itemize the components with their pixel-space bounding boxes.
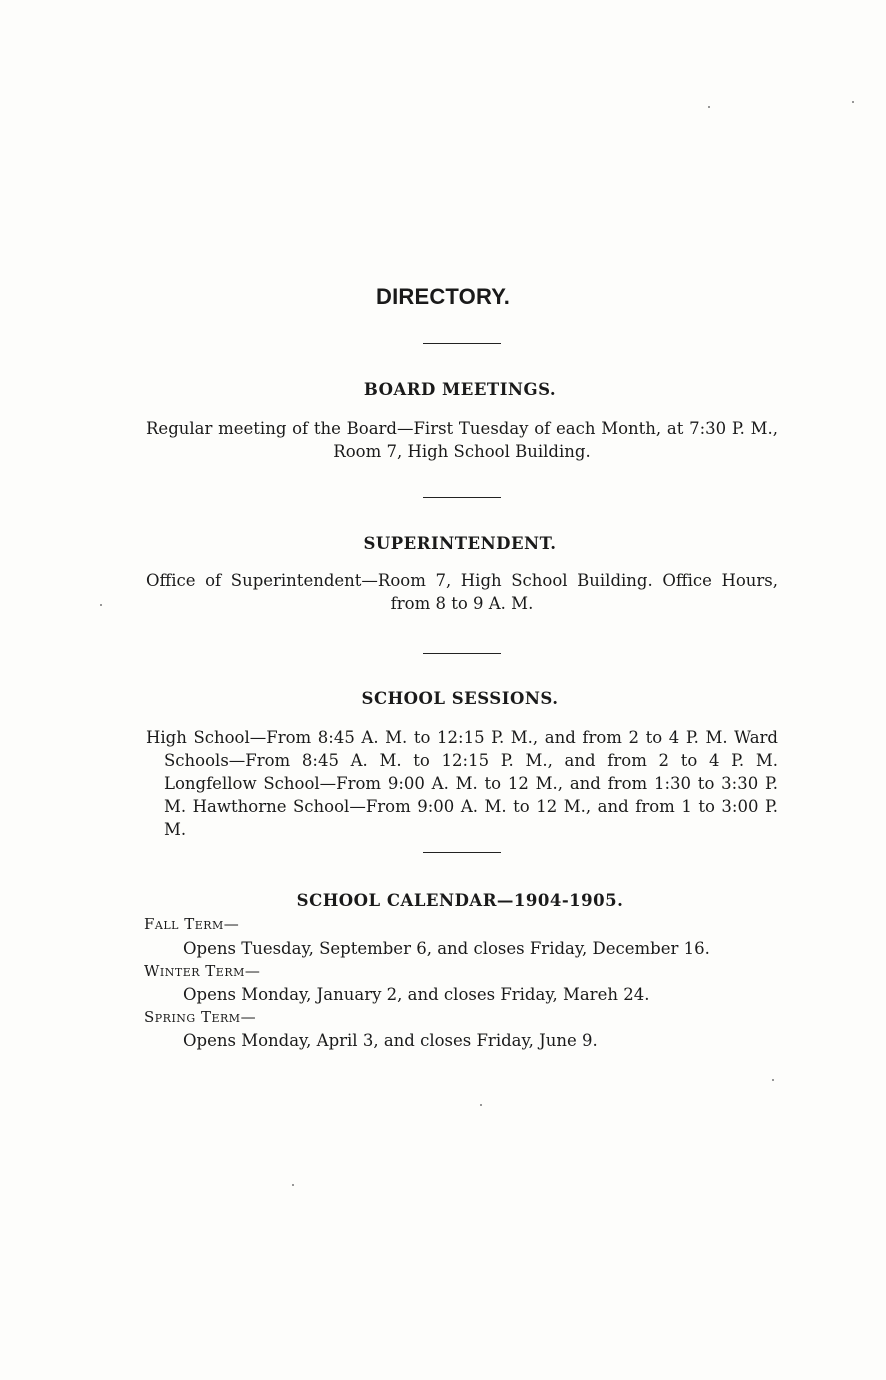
divider-rule — [423, 852, 501, 853]
scan-speck — [772, 1079, 774, 1081]
scan-speck — [708, 106, 710, 108]
winter-term-dates: Opens Monday, January 2, and closes Friday, Mareh 24. — [183, 985, 650, 1004]
fall-term-label: Fall Term— — [144, 915, 240, 933]
scan-speck — [100, 604, 102, 606]
scan-speck — [292, 1184, 294, 1186]
page-title: DIRECTORY. — [375, 284, 511, 309]
board-meetings-heading: BOARD MEETINGS. — [363, 380, 557, 399]
spring-term-dates: Opens Monday, April 3, and closes Friday, June 9. — [183, 1031, 598, 1050]
divider-rule — [423, 497, 501, 498]
scan-speck — [480, 1104, 482, 1106]
board-meetings-text: Regular meeting of the Board—First Tuesday of each Month, at 7:30 P. M., Room 7, High School Building. — [146, 419, 778, 461]
scan-speck — [852, 101, 854, 103]
superintendent-heading: SUPERINTENDENT. — [363, 534, 557, 553]
school-calendar-heading: SCHOOL CALENDAR—1904-1905. — [296, 891, 624, 910]
school-sessions-text: High School—From 8:45 A. M. to 12:15 P. M., and from 2 to 4 P. M. Ward Schools—From 8:45 A. M. to 12:15 P. M., and from 2 to 4 P. M. Longfellow School—From 9:00 A. M. to 12 M., and from 1:30 to 3:30 P. M. Hawthorne School—From 9:00 A. M. to 12 M., and from 1 to 3:00 P. M. — [146, 728, 778, 839]
winter-term-label: Winter Term— — [144, 962, 261, 980]
school-sessions-heading: SCHOOL SESSIONS. — [361, 689, 559, 708]
divider-rule — [423, 653, 501, 654]
fall-term-dates: Opens Tuesday, September 6, and closes Friday, December 16. — [183, 939, 710, 958]
superintendent-text: Office of Superintendent—Room 7, High School Building. Office Hours, from 8 to 9 A. M. — [146, 571, 778, 613]
spring-term-label: Spring Term— — [144, 1008, 257, 1026]
divider-rule — [423, 343, 501, 344]
